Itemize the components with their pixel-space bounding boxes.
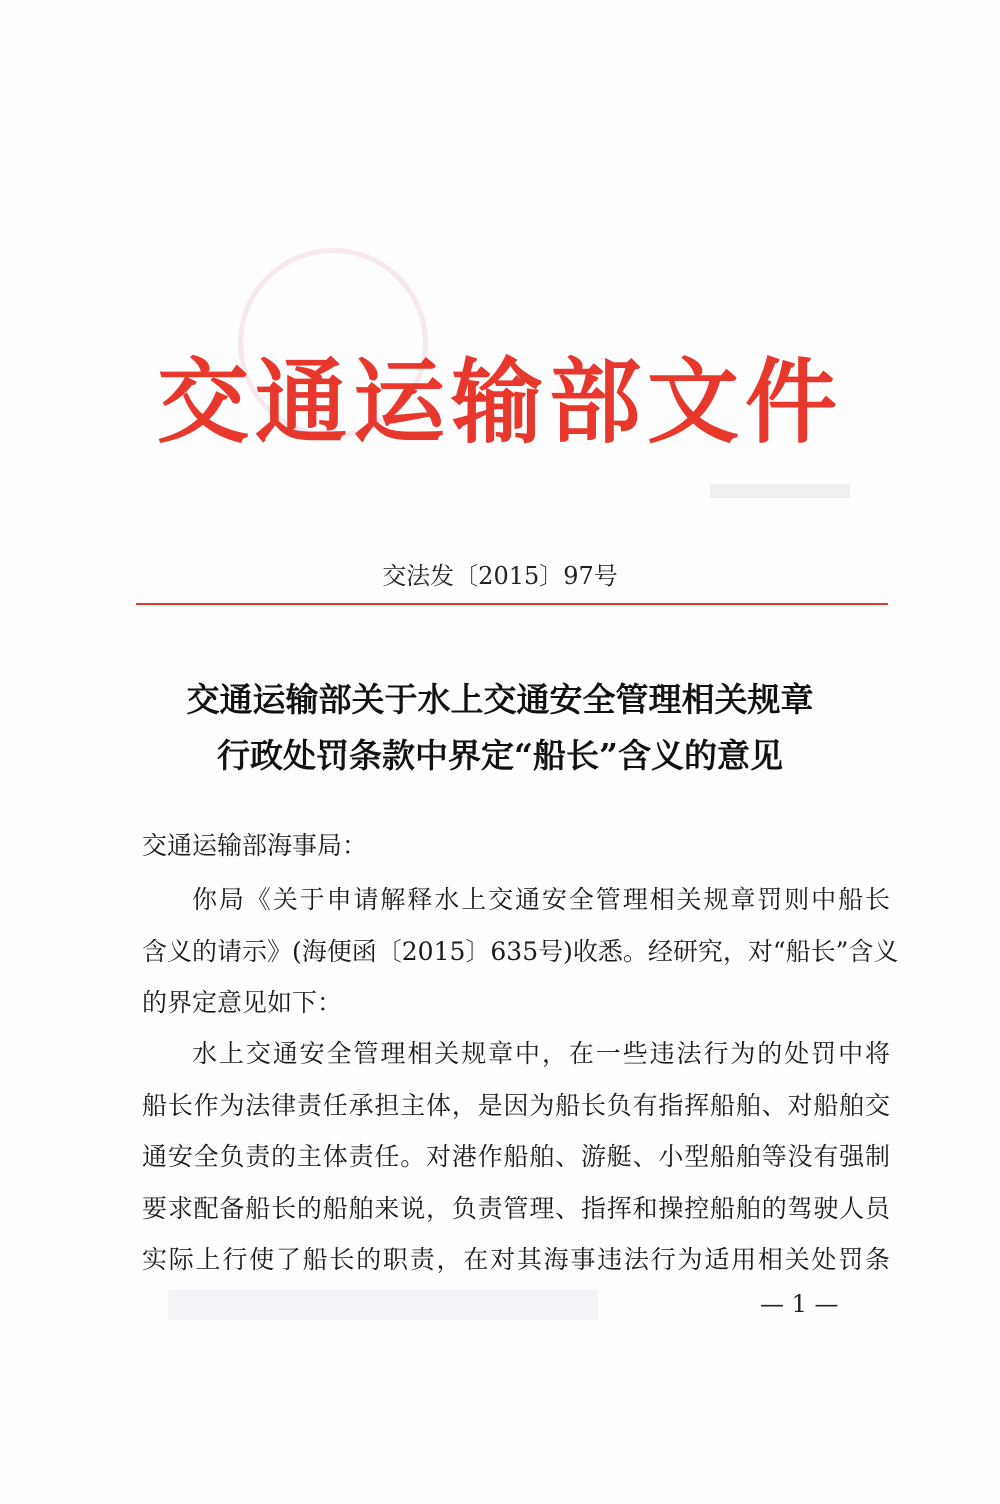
paragraph-line: 要求配备船长的船舶来说，负责管理、指挥和操控船舶的驾驶人员 [142,1193,890,1223]
addressee: 交通运输部海事局： [142,831,368,860]
red-separator-rule [136,603,888,605]
show-through-artifact [710,484,850,498]
paragraph-line: 船长作为法律责任承担主体，是因为船长负有指挥船舶、对船舶交 [142,1090,890,1120]
page-number: — 1 — [760,1290,839,1318]
body-paragraph [142,1028,890,1286]
document-title-line: 交通运输部关于水上交通安全管理相关规章 [186,680,814,719]
paragraph-line: 含义的请示》(海便函〔2015〕635号)收悉。经研究，对“船长”含义 [142,936,899,966]
paragraph-line: 通安全负责的主体责任。对港作船舶、游艇、小型船舶等没有强制 [142,1142,890,1171]
paragraph-line: 实际上行使了船长的职责，在对其海事违法行为适用相关处罚条 [142,1245,890,1274]
document-number: 交法发〔2015〕97号 [382,562,618,590]
show-through-artifact [168,1290,598,1320]
document-title-line: 行政处罚条款中界定“船长”含义的意见 [217,736,783,775]
paragraph-line: 的界定意见如下： [142,988,343,1017]
document-title [0,672,1000,784]
paragraph-line: 水上交通安全管理相关规章中，在一些违法行为的处罚中将 [192,1039,890,1068]
paragraph-line: 你局《关于申请解释水上交通安全管理相关规章罚则中船长 [192,885,890,914]
body-paragraph [142,874,899,1029]
show-through-artifact [400,178,920,200]
document-header-title: 交通运输部文件 [156,349,843,456]
